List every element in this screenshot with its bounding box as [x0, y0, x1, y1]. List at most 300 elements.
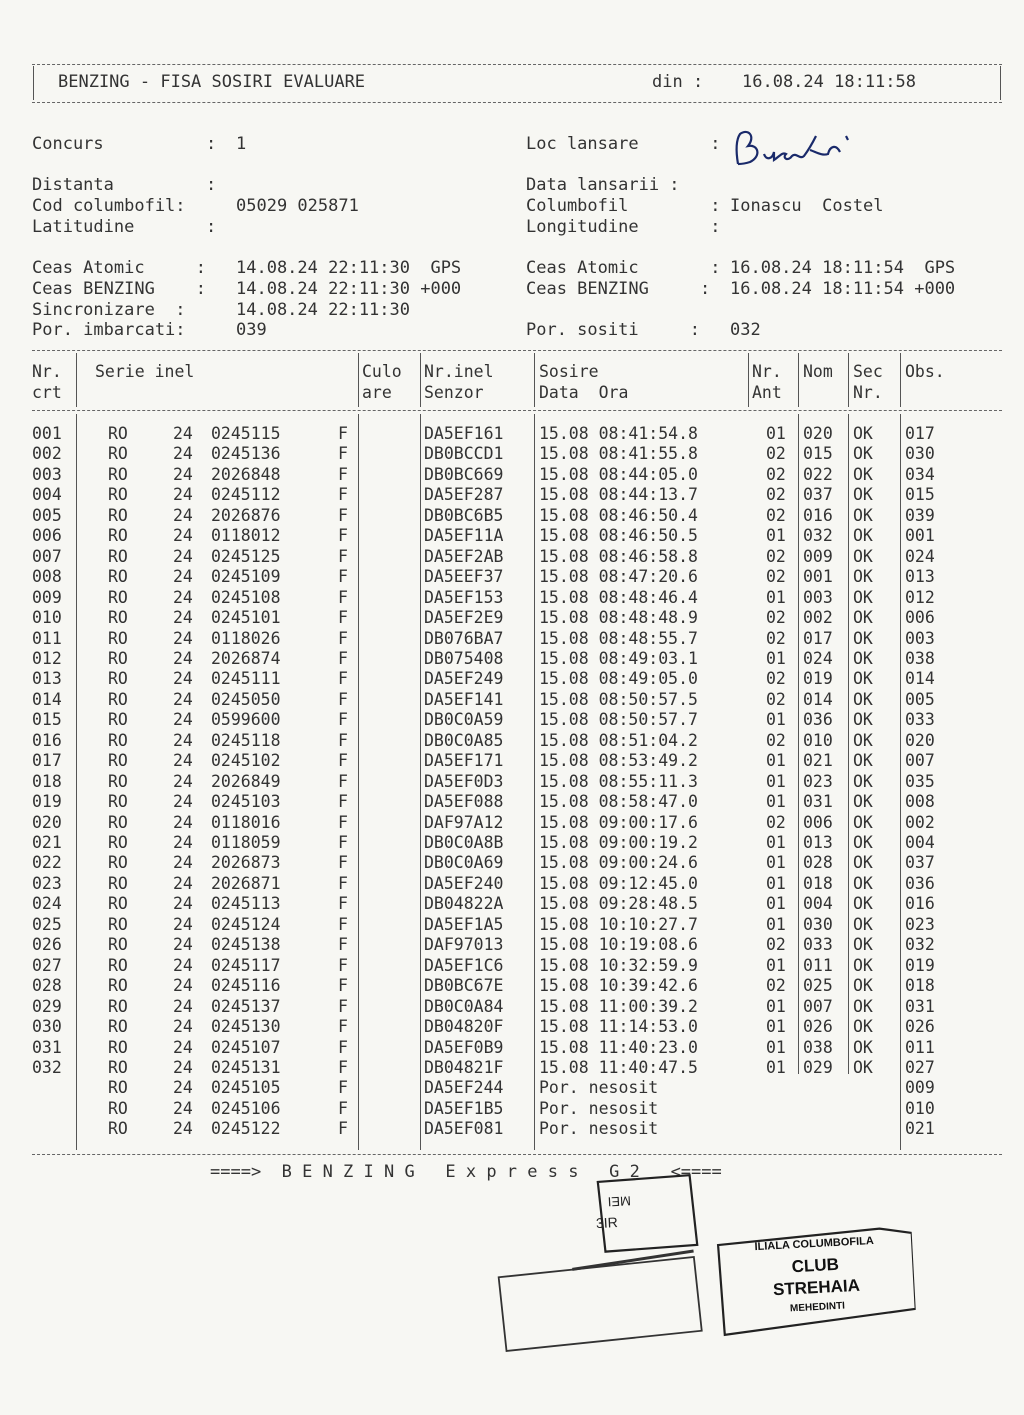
row-nom: 011	[803, 955, 833, 975]
row-ring-number: 0245101	[211, 608, 281, 628]
row-obs: 019	[905, 955, 935, 975]
row-year: 24	[173, 730, 193, 750]
cod-columbofil-value: 05029 025871	[236, 196, 359, 216]
row-country: RO	[108, 894, 128, 914]
row-arrival: 15.08 08:46:50.5	[539, 526, 698, 546]
row-nr: 013	[32, 669, 62, 689]
row-country: RO	[108, 669, 128, 689]
row-year: 24	[173, 833, 193, 852]
row-country: RO	[108, 935, 128, 955]
concurs-label: Concurs :	[32, 134, 217, 154]
row-antenna: 02	[766, 669, 786, 689]
row-ring-number: 2026848	[211, 464, 281, 484]
row-sensor: DB04822A	[424, 894, 504, 914]
row-sensor: DB0BCCD1	[424, 444, 504, 464]
latitudine-label: Latitudine :	[32, 217, 217, 237]
row-ring-number: 0245107	[211, 1037, 281, 1057]
row-sex: F	[338, 464, 348, 484]
row-sec: OK	[853, 444, 873, 464]
row-country: RO	[108, 976, 128, 996]
row-sensor: DA5EF2E9	[424, 608, 504, 628]
row-sec: OK	[853, 648, 873, 668]
row-ring-number: 2026873	[211, 853, 281, 873]
row-arrival: 15.08 09:00:19.2	[539, 833, 698, 852]
row-ring-number: 2026876	[211, 505, 281, 525]
row-sensor: DA5EF11A	[424, 526, 504, 546]
row-year: 24	[173, 873, 193, 893]
row-arrival: 15.08 10:10:27.7	[539, 914, 698, 934]
row-arrival: 15.08 09:12:45.0	[539, 873, 698, 893]
row-country: RO	[108, 1017, 128, 1037]
row-antenna: 02	[766, 976, 786, 996]
footer-brand: ====> B E N Z I N G E x p r e s s G 2 <====	[210, 1162, 722, 1182]
row-sensor: DA5EF088	[424, 792, 504, 812]
row-sec: OK	[853, 873, 873, 893]
row-antenna: 02	[766, 935, 786, 955]
row-obs: 015	[905, 485, 935, 505]
concurs-value: 1	[236, 134, 247, 154]
row-arrival: 15.08 08:50:57.5	[539, 689, 698, 709]
row-obs: 021	[905, 1119, 935, 1139]
row-sex: F	[338, 505, 348, 525]
row-sex: F	[338, 771, 348, 791]
row-sex: F	[338, 424, 348, 443]
row-nom: 001	[803, 567, 833, 587]
row-sex: F	[338, 546, 348, 566]
row-sensor: DA5EF141	[424, 689, 504, 709]
row-country: RO	[108, 771, 128, 791]
row-sex: F	[338, 914, 348, 934]
row-year: 24	[173, 1037, 193, 1057]
row-obs: 008	[905, 792, 935, 812]
official-stamp-left	[490, 1171, 709, 1354]
row-sensor: DB0C0A8B	[424, 833, 504, 852]
row-antenna: 02	[766, 628, 786, 648]
row-ring-number: 0245103	[211, 792, 281, 812]
row-nom: 032	[803, 526, 833, 546]
table-header-bottom-border	[32, 410, 1002, 411]
row-country: RO	[108, 444, 128, 464]
row-nom: 009	[803, 546, 833, 566]
row-ring-number: 2026849	[211, 771, 281, 791]
row-antenna: 02	[766, 546, 786, 566]
row-ring-number: 0245105	[211, 1078, 281, 1098]
row-country: RO	[108, 546, 128, 566]
row-sec: OK	[853, 894, 873, 914]
row-sec: OK	[853, 1017, 873, 1037]
col-sep-culo	[420, 353, 421, 407]
row-sex: F	[338, 894, 348, 914]
row-arrival: 15.08 08:47:20.6	[539, 567, 698, 587]
row-antenna: 01	[766, 1017, 786, 1037]
row-sensor: DA5EF0B9	[424, 1037, 504, 1057]
row-obs: 007	[905, 751, 935, 771]
row-nr: 004	[32, 485, 62, 505]
row-nr: 020	[32, 812, 62, 832]
row-arrival: 15.08 08:53:49.2	[539, 751, 698, 771]
col-sep-ant	[798, 353, 799, 407]
row-antenna: 02	[766, 485, 786, 505]
header-left-border	[33, 66, 34, 100]
row-nom: 029	[803, 1057, 833, 1077]
row-arrival: 15.08 10:39:42.6	[539, 976, 698, 996]
row-country: RO	[108, 710, 128, 730]
row-antenna: 01	[766, 771, 786, 791]
row-sex: F	[338, 608, 348, 628]
row-arrival: 15.08 08:49:05.0	[539, 669, 698, 689]
row-sex: F	[338, 873, 348, 893]
row-year: 24	[173, 751, 193, 771]
header-serie-inel: Serie inel	[95, 362, 195, 381]
row-nom: 004	[803, 894, 833, 914]
row-nr: 011	[32, 628, 62, 648]
row-sec: OK	[853, 587, 873, 607]
row-year: 24	[173, 955, 193, 975]
row-nom: 013	[803, 833, 833, 852]
row-antenna: 01	[766, 914, 786, 934]
row-sensor: DA5EF287	[424, 485, 504, 505]
row-sex: F	[338, 935, 348, 955]
row-country: RO	[108, 464, 128, 484]
row-ring-number: 2026874	[211, 648, 281, 668]
row-arrival: 15.08 10:19:08.6	[539, 935, 698, 955]
row-sec: OK	[853, 955, 873, 975]
row-nr: 030	[32, 1017, 62, 1037]
col-sep-nr	[76, 353, 77, 407]
row-nom: 007	[803, 996, 833, 1016]
row-year: 24	[173, 526, 193, 546]
row-obs: 038	[905, 648, 935, 668]
row-sec: OK	[853, 608, 873, 628]
row-obs: 002	[905, 812, 935, 832]
header-bottom-border	[32, 102, 1002, 103]
header-nr: Nr.	[32, 362, 62, 381]
sincronizare-label: Sincronizare :	[32, 300, 186, 320]
row-ring-number: 0245124	[211, 914, 281, 934]
header-sec-2: Nr.	[853, 383, 883, 402]
row-sex: F	[338, 567, 348, 587]
row-antenna: 02	[766, 730, 786, 750]
row-sex: F	[338, 751, 348, 771]
header-nr-inel: Nr.inel	[424, 362, 494, 381]
row-antenna: 01	[766, 587, 786, 607]
row-nom: 018	[803, 873, 833, 893]
row-sensor: DB075408	[424, 648, 504, 668]
row-sensor: DB04820F	[424, 1017, 504, 1037]
row-year: 24	[173, 792, 193, 812]
row-sensor: DA5EF1B5	[424, 1098, 504, 1118]
row-sec: OK	[853, 526, 873, 546]
row-antenna: 01	[766, 1037, 786, 1057]
row-nr: 010	[32, 608, 62, 628]
row-obs: 005	[905, 689, 935, 709]
row-sec: OK	[853, 669, 873, 689]
imbarcati-label: Por. imbarcati:	[32, 320, 186, 340]
header-senzor: Senzor	[424, 383, 484, 402]
ceas-benzing-label: Ceas BENZING :	[32, 279, 206, 299]
row-antenna: 01	[766, 424, 786, 443]
row-nom: 022	[803, 464, 833, 484]
row-nom: 030	[803, 914, 833, 934]
row-sensor: DB076BA7	[424, 628, 504, 648]
row-nom: 021	[803, 751, 833, 771]
row-arrival: 15.08 11:40:23.0	[539, 1037, 698, 1057]
row-obs: 024	[905, 546, 935, 566]
header-sosire: Sosire	[539, 362, 599, 381]
row-nr: 031	[32, 1037, 62, 1057]
club-stamp	[715, 1221, 916, 1337]
club-stamp-line1: ILIALA COLUMBOFILA	[754, 1234, 875, 1254]
row-antenna: 01	[766, 833, 786, 852]
row-obs: 036	[905, 873, 935, 893]
row-sec: OK	[853, 792, 873, 812]
row-country: RO	[108, 1098, 128, 1118]
row-obs: 033	[905, 710, 935, 730]
row-sec: OK	[853, 976, 873, 996]
row-country: RO	[108, 505, 128, 525]
row-arrival: 15.08 09:00:17.6	[539, 812, 698, 832]
row-country: RO	[108, 792, 128, 812]
row-year: 24	[173, 1119, 193, 1139]
row-obs: 013	[905, 567, 935, 587]
row-sec: OK	[853, 771, 873, 791]
row-year: 24	[173, 1098, 193, 1118]
row-nom: 015	[803, 444, 833, 464]
row-antenna: 02	[766, 812, 786, 832]
row-year: 24	[173, 812, 193, 832]
row-nr: 006	[32, 526, 62, 546]
row-country: RO	[108, 812, 128, 832]
row-sex: F	[338, 710, 348, 730]
row-antenna: 02	[766, 505, 786, 525]
row-obs: 006	[905, 608, 935, 628]
row-sex: F	[338, 444, 348, 464]
row-obs: 032	[905, 935, 935, 955]
row-sensor: DA5EF0D3	[424, 771, 504, 791]
row-ring-number: 0245130	[211, 1017, 281, 1037]
row-ring-number: 0245137	[211, 996, 281, 1016]
row-year: 24	[173, 669, 193, 689]
row-sex: F	[338, 669, 348, 689]
row-sec: OK	[853, 567, 873, 587]
row-year: 24	[173, 894, 193, 914]
row-country: RO	[108, 689, 128, 709]
row-sensor: DB04821F	[424, 1057, 504, 1077]
row-arrival: 15.08 08:44:13.7	[539, 485, 698, 505]
row-country: RO	[108, 567, 128, 587]
row-nom: 017	[803, 628, 833, 648]
row-arrival: Por. nesosit	[539, 1098, 659, 1118]
body-sep-nr	[76, 414, 77, 1150]
row-obs: 017	[905, 424, 935, 443]
sincronizare-value: 14.08.24 22:11:30	[236, 300, 410, 320]
row-ring-number: 0118016	[211, 812, 281, 832]
row-nr: 016	[32, 730, 62, 750]
body-sep-senzor	[534, 414, 535, 1150]
row-sex: F	[338, 976, 348, 996]
row-nom: 010	[803, 730, 833, 750]
row-obs: 031	[905, 996, 935, 1016]
row-obs: 023	[905, 914, 935, 934]
handwritten-location-signature	[730, 126, 870, 170]
row-antenna: 01	[766, 873, 786, 893]
imbarcati-value: 039	[236, 320, 267, 340]
row-ring-number: 0599600	[211, 710, 281, 730]
row-sex: F	[338, 812, 348, 832]
row-country: RO	[108, 853, 128, 873]
longitudine-label: Longitudine :	[526, 217, 721, 237]
header-nom: Nom	[803, 362, 833, 381]
row-arrival: 15.08 08:55:11.3	[539, 771, 698, 791]
row-year: 24	[173, 608, 193, 628]
row-nr: 018	[32, 771, 62, 791]
col-sep-serie	[358, 353, 359, 407]
row-nom: 020	[803, 424, 833, 443]
row-nom: 031	[803, 792, 833, 812]
body-sep-culo	[420, 414, 421, 1150]
row-antenna: 01	[766, 853, 786, 873]
row-year: 24	[173, 464, 193, 484]
row-nr: 022	[32, 853, 62, 873]
body-sep-nom	[848, 414, 849, 1074]
row-obs: 011	[905, 1037, 935, 1057]
row-arrival: 15.08 08:58:47.0	[539, 792, 698, 812]
row-sex: F	[338, 1057, 348, 1077]
header-date-time: 16.08.24 18:11:58	[742, 72, 916, 92]
row-year: 24	[173, 546, 193, 566]
row-year: 24	[173, 587, 193, 607]
row-arrival: 15.08 08:51:04.2	[539, 730, 698, 750]
row-sec: OK	[853, 628, 873, 648]
row-arrival: Por. nesosit	[539, 1078, 659, 1098]
row-country: RO	[108, 914, 128, 934]
row-sec: OK	[853, 505, 873, 525]
row-arrival: 15.08 08:41:55.8	[539, 444, 698, 464]
row-sex: F	[338, 833, 348, 852]
col-sep-nom	[848, 353, 849, 407]
header-right-border	[1000, 66, 1001, 100]
header-din-label: din :	[652, 72, 704, 92]
row-country: RO	[108, 873, 128, 893]
row-nom: 014	[803, 689, 833, 709]
row-sex: F	[338, 485, 348, 505]
row-arrival: 15.08 08:46:58.8	[539, 546, 698, 566]
row-ring-number: 0245102	[211, 751, 281, 771]
row-nom: 028	[803, 853, 833, 873]
row-obs: 039	[905, 505, 935, 525]
row-nom: 025	[803, 976, 833, 996]
ceas-atomic-right-value: 16.08.24 18:11:54 GPS	[730, 258, 956, 278]
data-lansarii-label: Data lansarii :	[526, 175, 680, 195]
row-obs: 004	[905, 833, 935, 852]
row-nom: 006	[803, 812, 833, 832]
row-antenna: 02	[766, 567, 786, 587]
header-sec-1: Sec	[853, 362, 883, 381]
row-sec: OK	[853, 853, 873, 873]
row-sensor: DA5EF244	[424, 1078, 504, 1098]
row-ring-number: 0245117	[211, 955, 281, 975]
row-sec: OK	[853, 730, 873, 750]
columbofil-label: Columbofil :	[526, 196, 721, 216]
row-nr: 019	[32, 792, 62, 812]
ceas-atomic-value: 14.08.24 22:11:30 GPS	[236, 258, 462, 278]
row-arrival: 15.08 08:46:50.4	[539, 505, 698, 525]
row-nr: 029	[32, 996, 62, 1016]
row-sensor: DB0BC6B5	[424, 505, 504, 525]
row-sex: F	[338, 730, 348, 750]
row-sec: OK	[853, 424, 873, 443]
row-year: 24	[173, 567, 193, 587]
row-year: 24	[173, 914, 193, 934]
row-sensor: DB0C0A59	[424, 710, 504, 730]
row-nom: 016	[803, 505, 833, 525]
row-sex: F	[338, 587, 348, 607]
row-country: RO	[108, 628, 128, 648]
table-top-border	[32, 350, 1002, 351]
row-nom: 033	[803, 935, 833, 955]
row-sec: OK	[853, 914, 873, 934]
row-nr: 024	[32, 894, 62, 914]
header-nr-ant-2: Ant	[752, 383, 782, 402]
row-ring-number: 0245113	[211, 894, 281, 914]
header-data-ora: Data Ora	[539, 383, 629, 402]
row-nr: 015	[32, 710, 62, 730]
row-nr: 032	[32, 1057, 62, 1077]
row-country: RO	[108, 1078, 128, 1098]
header-obs: Obs.	[905, 362, 945, 381]
row-sensor: DA5EF153	[424, 587, 504, 607]
row-nom: 003	[803, 587, 833, 607]
row-year: 24	[173, 710, 193, 730]
row-obs: 027	[905, 1057, 935, 1077]
row-nr: 023	[32, 873, 62, 893]
row-arrival: 15.08 11:00:39.2	[539, 996, 698, 1016]
row-sensor: DAF97013	[424, 935, 504, 955]
svg-text:3IR: 3IR	[595, 1213, 619, 1232]
row-ring-number: 0245111	[211, 669, 281, 689]
svg-text:MEI: MEI	[607, 1193, 632, 1210]
row-year: 24	[173, 444, 193, 464]
row-nr: 025	[32, 914, 62, 934]
row-year: 24	[173, 935, 193, 955]
club-stamp-line3: STREHAIA	[772, 1275, 861, 1300]
ceas-atomic-label: Ceas Atomic :	[32, 258, 206, 278]
row-obs: 014	[905, 669, 935, 689]
row-ring-number: 0245138	[211, 935, 281, 955]
row-sex: F	[338, 853, 348, 873]
row-obs: 012	[905, 587, 935, 607]
row-sec: OK	[853, 546, 873, 566]
body-sep-sec	[900, 414, 901, 1150]
row-nr: 012	[32, 648, 62, 668]
row-obs: 035	[905, 771, 935, 791]
row-ring-number: 0245115	[211, 424, 281, 443]
row-country: RO	[108, 608, 128, 628]
row-sec: OK	[853, 812, 873, 832]
row-nr: 007	[32, 546, 62, 566]
row-sensor: DA5EF1C6	[424, 955, 504, 975]
row-nr: 005	[32, 505, 62, 525]
row-ring-number: 0245116	[211, 976, 281, 996]
row-sex: F	[338, 792, 348, 812]
row-obs: 010	[905, 1098, 935, 1118]
row-sensor: DB0BC67E	[424, 976, 504, 996]
row-sec: OK	[853, 1057, 873, 1077]
row-antenna: 01	[766, 955, 786, 975]
row-sensor: DB0C0A84	[424, 996, 504, 1016]
row-country: RO	[108, 526, 128, 546]
row-sec: OK	[853, 464, 873, 484]
